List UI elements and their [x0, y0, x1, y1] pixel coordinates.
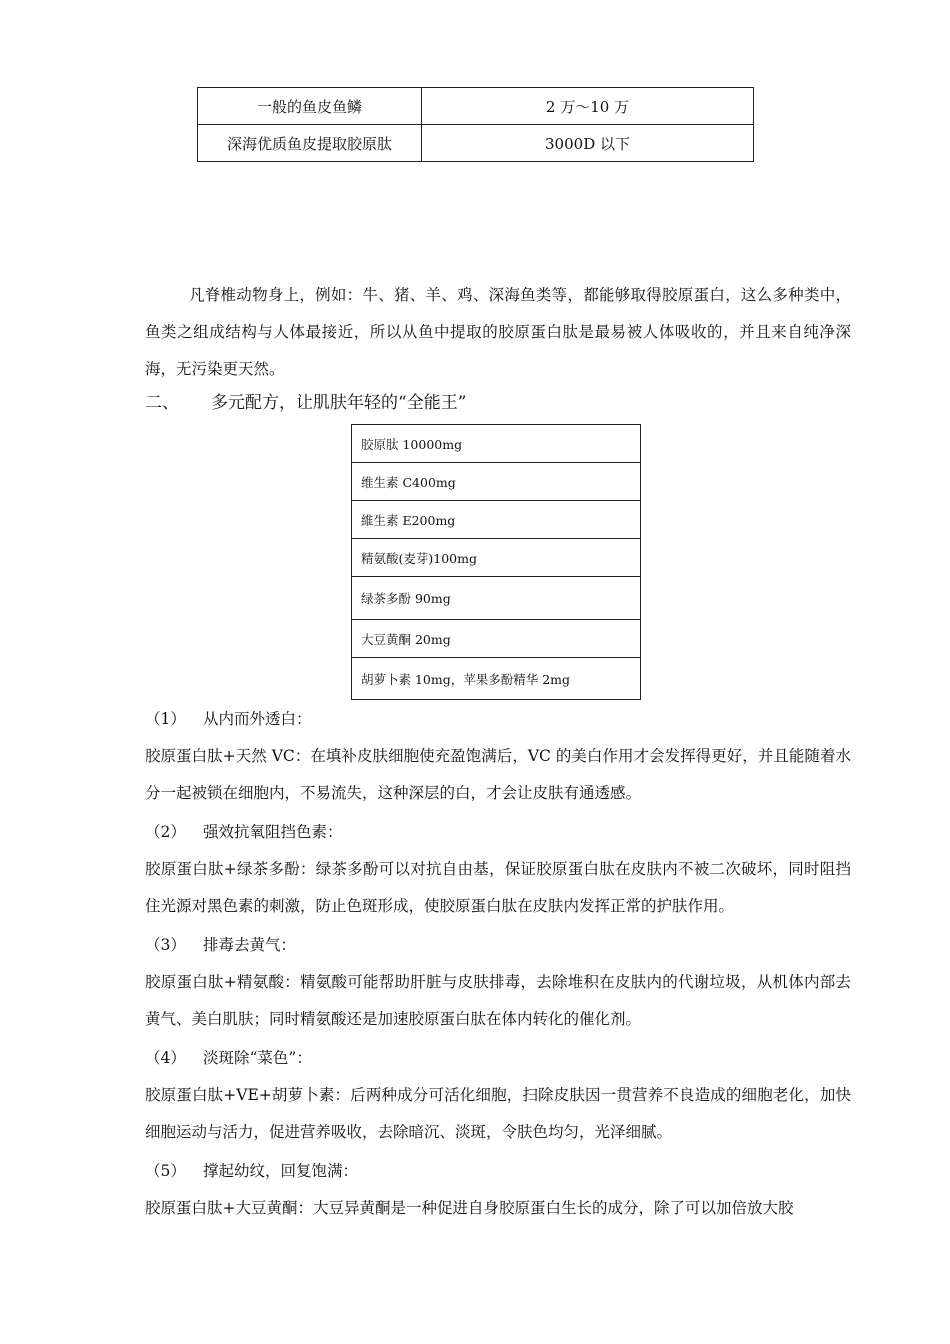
table-cell: 精氨酸(麦芽)100mg [352, 539, 641, 577]
table-cell: 维生素 C400mg [352, 463, 641, 501]
item-number: （2） [145, 823, 186, 841]
item-body: 胶原蛋白肽+绿茶多酚：绿茶多酚可以对抗自由基，保证胶原蛋白肽在皮肤内不被二次破坏，同时阻挡住光源对黑色素的刺激，防止色斑形成，使胶原蛋白肽在皮肤内发挥正常的护肤作用。 [145, 860, 851, 915]
formula-table [351, 424, 641, 700]
table-row [352, 620, 641, 658]
table-cell: 一般的鱼皮鱼鳞 [198, 88, 422, 125]
table-row [352, 539, 641, 577]
item-heading [145, 1043, 312, 1073]
item-number: （4） [145, 1049, 186, 1067]
table-row [352, 658, 641, 700]
item-heading [145, 930, 296, 960]
item-body: 胶原蛋白肽+VE+胡萝卜素：后两种成分可活化细胞，扫除皮肤因一贯营养不良造成的细胞老化，加快细胞运动与活力，促进营养吸收，去除暗沉、淡斑，令肤色均匀，光泽细腻。 [145, 1086, 851, 1141]
item-body: 胶原蛋白肽+大豆黄酮：大豆异黄酮是一种促进自身胶原蛋白生长的成分，除了可以加倍放大胶 [145, 1199, 794, 1217]
item-title: 强效抗氧阻挡色素： [203, 823, 343, 841]
table-row [352, 577, 641, 620]
table-cell: 深海优质鱼皮提取胶原肽 [198, 125, 422, 162]
item-body: 胶原蛋白肽+精氨酸：精氨酸可能帮助肝脏与皮肤排毒，去除堆积在皮肤内的代谢垃圾，从机体内部去黄气、美白肌肤；同时精氨酸还是加速胶原蛋白肽在体内转化的催化剂。 [145, 973, 851, 1028]
item-title: 从内而外透白： [203, 710, 312, 728]
table-row [352, 463, 641, 501]
item-title: 淡斑除“菜色”： [203, 1049, 312, 1067]
table-row [198, 88, 754, 125]
item-body: 胶原蛋白肽+天然 VC：在填补皮肤细胞使充盈饱满后，VC 的美白作用才会发挥得更好，并且能随着水分一起被锁在细胞内，不易流失，这种深层的白，才会让皮肤有通透感。 [145, 747, 851, 802]
item-number: （1） [145, 710, 186, 728]
item-title: 排毒去黄气： [203, 936, 297, 954]
table-cell: 大豆黄酮 20mg [352, 620, 641, 658]
item-title: 撑起幼纹，回复饱满： [203, 1162, 359, 1180]
section-number: 二、 [145, 393, 179, 413]
item-number: （3） [145, 936, 186, 954]
table-row [352, 501, 641, 539]
section-heading [145, 388, 466, 418]
table-cell: 3000D 以下 [422, 125, 754, 162]
intro-paragraph: 凡脊椎动物身上，例如：牛、猪、羊、鸡、深海鱼类等，都能够取得胶原蛋白，这么多种类中，鱼类之组成结构与人体最接近，所以从鱼中提取的胶原蛋白肽是最易被人体吸收的，并且来自纯净深海，无污染更天然。 [145, 286, 851, 378]
section-title: 多元配方，让肌肤年轻的“全能王” [211, 393, 467, 413]
table-cell: 胡萝卜素 10mg，苹果多酚精华 2mg [352, 658, 641, 700]
item-heading [145, 704, 312, 734]
table-cell: 绿茶多酚 90mg [352, 577, 641, 620]
table-cell: 2 万～10 万 [422, 88, 754, 125]
molecular-weight-table [197, 87, 754, 162]
table-cell: 維生素 E200mg [352, 501, 641, 539]
item-number: （5） [145, 1162, 186, 1180]
item-heading [145, 817, 343, 847]
table-row [352, 425, 641, 463]
item-heading [145, 1156, 358, 1186]
table-row [198, 125, 754, 162]
table-cell: 胶原肽 10000mg [352, 425, 641, 463]
